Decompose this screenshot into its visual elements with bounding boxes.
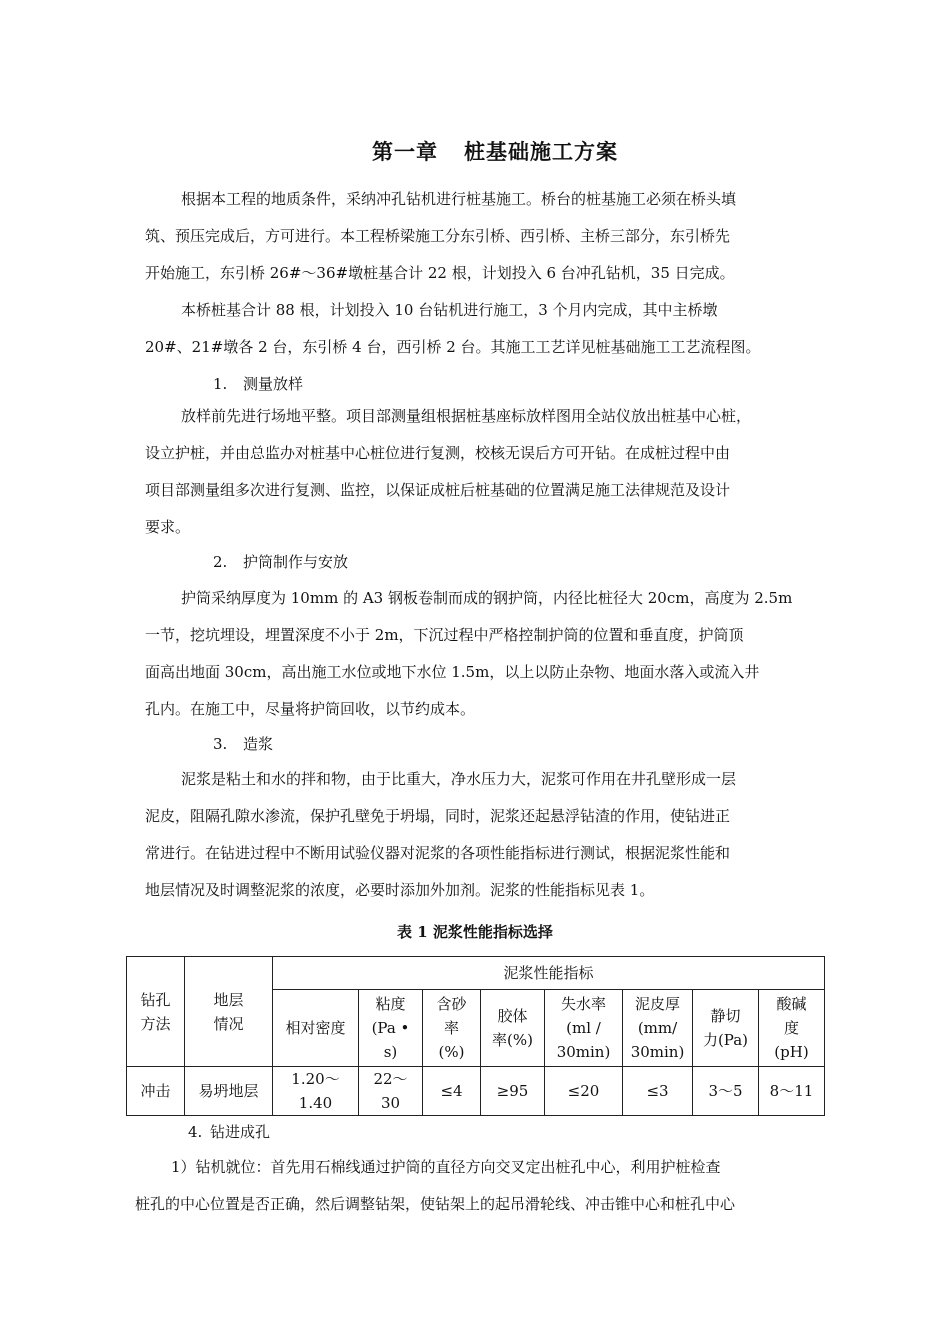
header-colloid-rate: 胶体 率(%) — [481, 990, 545, 1067]
intro-paragraph-1: 根据本工程的地质条件，采纳冲孔钻机进行桩基施工。桥台的桩基施工必须在桥头填 筑、预压完成后，方可进行。本工程桥梁施工分东引桥、西引桥、主桥三部分，东引桥先 开始施工，东引桥 26#～36#墩桩基合计 22 根，计划投入 6 台冲孔钻机，35 日完成。 — [145, 190, 737, 282]
cell-relative-density: 1.20～ 1.40 — [273, 1067, 359, 1116]
cell-cake-thickness: ≤3 — [623, 1067, 693, 1116]
cell-method: 冲击 — [127, 1067, 185, 1116]
cell-water-loss: ≤20 — [545, 1067, 623, 1116]
section-4-body: 1）钻机就位：首先用石棉线通过护筒的直径方向交叉定出桩孔中心，利用护桩检查 桩孔的中心位置是否正确，然后调整钻架，使钻架上的起吊滑轮线、冲击锥中心和桩孔中心 — [135, 1158, 736, 1213]
mud-properties-table — [126, 956, 825, 1116]
intro-paragraph-2: 本桥桩基合计 88 根，计划投入 10 台钻机进行施工，3 个月内完成，其中主桥墩 20#、21#墩各 2 台，东引桥 4 台，西引桥 2 台。其施工工艺详见桩基础施工工艺流程图。 — [145, 301, 761, 356]
section-4-heading: 4. 钻进成孔 — [188, 1123, 271, 1141]
chapter-title: 第一章 桩基础施工方案 — [372, 139, 618, 164]
header-viscosity: 粘度 (Pa • s) — [359, 990, 423, 1067]
cell-stratum: 易坍地层 — [185, 1067, 273, 1116]
section-3-body: 泥浆是粘土和水的拌和物，由于比重大，净水压力大，泥浆可作用在井孔壁形成一层 泥皮，阻隔孔隙水渗流，保护孔壁免于坍塌，同时，泥浆还起悬浮钻渣的作用，使钻进正 常进行。在钻进过程中不断用试验仪器对泥浆的各项性能指标进行测试，根据泥浆性能和 地层情况及时调整泥浆的浓度，必要时添加外加剂。泥浆的性能指标见表 1。 — [145, 770, 737, 899]
header-water-loss: 失水率 (ml / 30min) — [545, 990, 623, 1067]
header-sand-content: 含砂 率 (%) — [423, 990, 481, 1067]
section-2-heading: 2. 护筒制作与安放 — [213, 553, 349, 571]
section-2-body: 护筒采纳厚度为 10mm 的 A3 钢板卷制而成的钢护筒，内径比桩径大 20cm，高度为 2.5m 一节，挖坑埋设，埋置深度不小于 2m，下沉过程中严格控制护筒的位置和垂直度，护筒顶 面高出地面 30cm，高出施工水位或地下水位 1.5m，以上以防止杂物、地面水落入或流入井 孔内。在施工中，尽量将护筒回收，以节约成本。 — [145, 589, 793, 718]
cell-viscosity: 22～ 30 — [359, 1067, 423, 1116]
cell-colloid-rate: ≥95 — [481, 1067, 545, 1116]
header-mud-properties: 泥浆性能指标 — [273, 957, 825, 990]
section-3-heading: 3. 造浆 — [213, 735, 274, 753]
header-relative-density: 相对密度 — [273, 990, 359, 1067]
table-caption: 表 1 泥浆性能指标选择 — [397, 923, 553, 941]
table-row — [127, 1067, 825, 1116]
section-1-body: 放样前先进行场地平整。项目部测量组根据桩基座标放样图用全站仪放出桩基中心桩， 设立护桩，并由总监办对桩基中心桩位进行复测，校核无误后方可开钻。在成桩过程中由 项目部测量组多次进行复测、监控，以保证成桩后桩基础的位置满足施工法律规范及设计 要求。 — [145, 407, 752, 536]
cell-static-shear: 3～5 — [693, 1067, 759, 1116]
cell-sand-content: ≤4 — [423, 1067, 481, 1116]
header-stratum: 地层 情况 — [185, 957, 273, 1067]
cell-ph: 8～11 — [759, 1067, 825, 1116]
header-drilling-method: 钻孔 方法 — [127, 957, 185, 1067]
header-static-shear: 静切 力(Pa) — [693, 990, 759, 1067]
section-1-heading: 1. 测量放样 — [213, 375, 304, 393]
header-ph: 酸碱 度 (pH) — [759, 990, 825, 1067]
header-cake-thickness: 泥皮厚 (mm/ 30min) — [623, 990, 693, 1067]
